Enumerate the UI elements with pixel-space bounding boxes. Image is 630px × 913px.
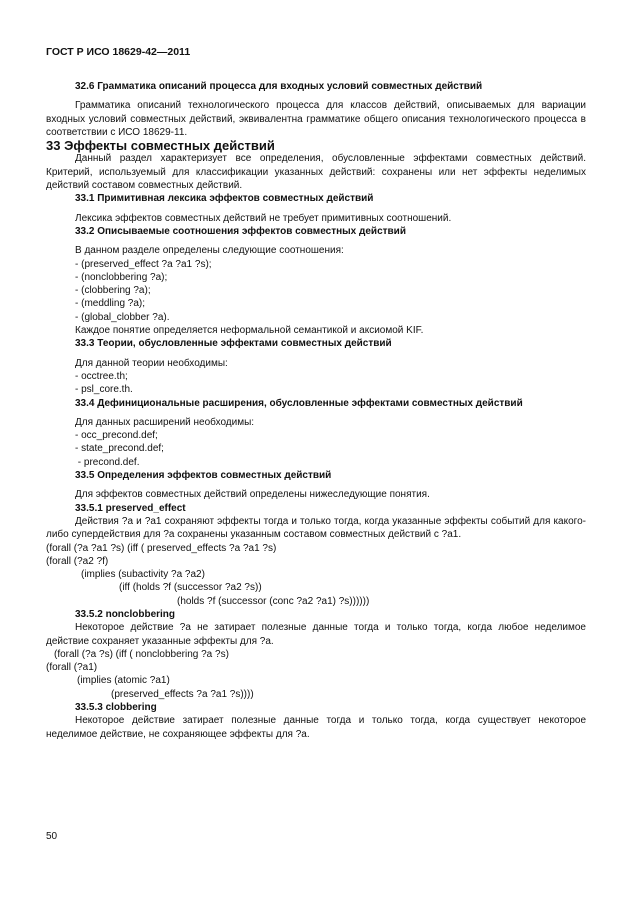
list-item: - precond.def. (75, 456, 140, 468)
kif-axiom-preserved-effect (46, 542, 586, 608)
paragraph: Лексика эффектов совместных действий не требует примитивных соотношений. (75, 212, 452, 224)
code-line: (iff (holds ?f (successor ?a2 ?s)) (119, 582, 262, 594)
list-item: - (clobbering ?a); (75, 285, 151, 297)
list-item: Для данной теории необходимы: (75, 357, 228, 369)
list-item: - state_precond.def; (75, 443, 164, 455)
code-line: (forall (?a2 ?f) (46, 555, 109, 567)
list-item: - (global_clobber ?a). (75, 311, 170, 323)
code-line: (forall (?a ?a1 ?s) (iff ( preserved_effects ?a ?a1 ?s) (46, 542, 277, 554)
section-title-33-5-3: 33.5.3 clobbering (75, 702, 157, 714)
extensions-list (46, 416, 586, 469)
relations-list (46, 244, 586, 337)
list-item: - psl_core.th. (75, 384, 133, 396)
paragraph: Некоторое действие затирает полезные данные тогда и только тогда, когда существует некоторое неделимое действие, не сохраняющее эффекты для ?a. (46, 715, 586, 740)
section-title-33-3: 33.3 Теории, обусловленные эффектами совместных действий (75, 338, 392, 350)
section-title-32-6: 32.6 Грамматика описаний процесса для входных условий совместных действий (75, 81, 483, 92)
section-title-33-2: 33.2 Описываемые соотношения эффектов совместных действий (75, 225, 406, 237)
section-title-33-5-2: 33.5.2 nonclobbering (75, 608, 176, 620)
theories-list (46, 357, 586, 397)
list-item: - (nonclobbering ?a); (75, 271, 168, 283)
list-item: Для данных расширений необходимы: (75, 416, 255, 428)
list-item: - occtree.th; (75, 370, 128, 382)
list-item: В данном разделе определены следующие соотношения: (75, 245, 344, 257)
section-title-33-5: 33.5 Определения эффектов совместных действий (75, 470, 332, 482)
list-item: - (preserved_effect ?a ?a1 ?s); (75, 258, 212, 270)
list-item: - (meddling ?a); (75, 298, 146, 310)
list-item: - occ_precond.def; (75, 430, 158, 442)
page-number: 50 (46, 831, 58, 842)
kif-axiom-nonclobbering (46, 648, 586, 701)
code-line: (preserved_effects ?a ?a1 ?s)))) (111, 688, 254, 700)
section-title-33-1: 33.1 Примитивная лексика эффектов совместных действий (75, 193, 374, 205)
document-header: ГОСТ Р ИСО 18629-42—2011 (46, 46, 191, 58)
section-title-33: 33 Эффекты совместных действий (46, 138, 275, 154)
code-line: (implies (atomic ?a1) (77, 675, 170, 687)
paragraph: Некоторое действие ?a не затирает полезные данные тогда и только тогда, когда любое неделимое действие сохраняет указанные эффекты для ?a. (46, 622, 586, 647)
paragraph: Для эффектов совместных действий определены нижеследующие понятия. (75, 489, 430, 501)
code-line: (forall (?a1) (46, 662, 98, 674)
paragraph: Действия ?a и ?a1 сохраняют эффекты тогда и только тогда, когда указанные эффекты событий для какого-либо супердействия для ?a сохранены указанным составом совместных действий с ?a1. (46, 515, 586, 541)
code-line: (holds ?f (successor (conc ?a2 ?a1) ?s)))))) (177, 595, 370, 607)
code-line: (forall (?a ?s) (iff ( nonclobbering ?a ?s) (54, 648, 229, 660)
section-title-33-5-1: 33.5.1 preserved_effect (75, 502, 186, 514)
paragraph: Данный раздел характеризует все определения, обусловленные эффектами совместных действий. Критерий, используемый для классификации указанных действий: сохранены или нет эффекты неделимых действий составом совместных действий. (46, 153, 586, 192)
code-line: (implies (subactivity ?a ?a2) (81, 569, 205, 581)
document-body (46, 80, 586, 741)
section-title-33-4: 33.4 Дефинициональные расширения, обусловленные эффектами совместных действий (75, 397, 523, 409)
paragraph: Грамматика описаний технологического процесса для классов действий, описываемых для вариации входных условий совместных действий, эквивалентна грамматике общего описания технологического процесса в соответствии с ИСО 18629-11. (46, 100, 586, 138)
list-item: Каждое понятие определяется неформальной семантикой и аксиомой KIF. (75, 325, 424, 337)
